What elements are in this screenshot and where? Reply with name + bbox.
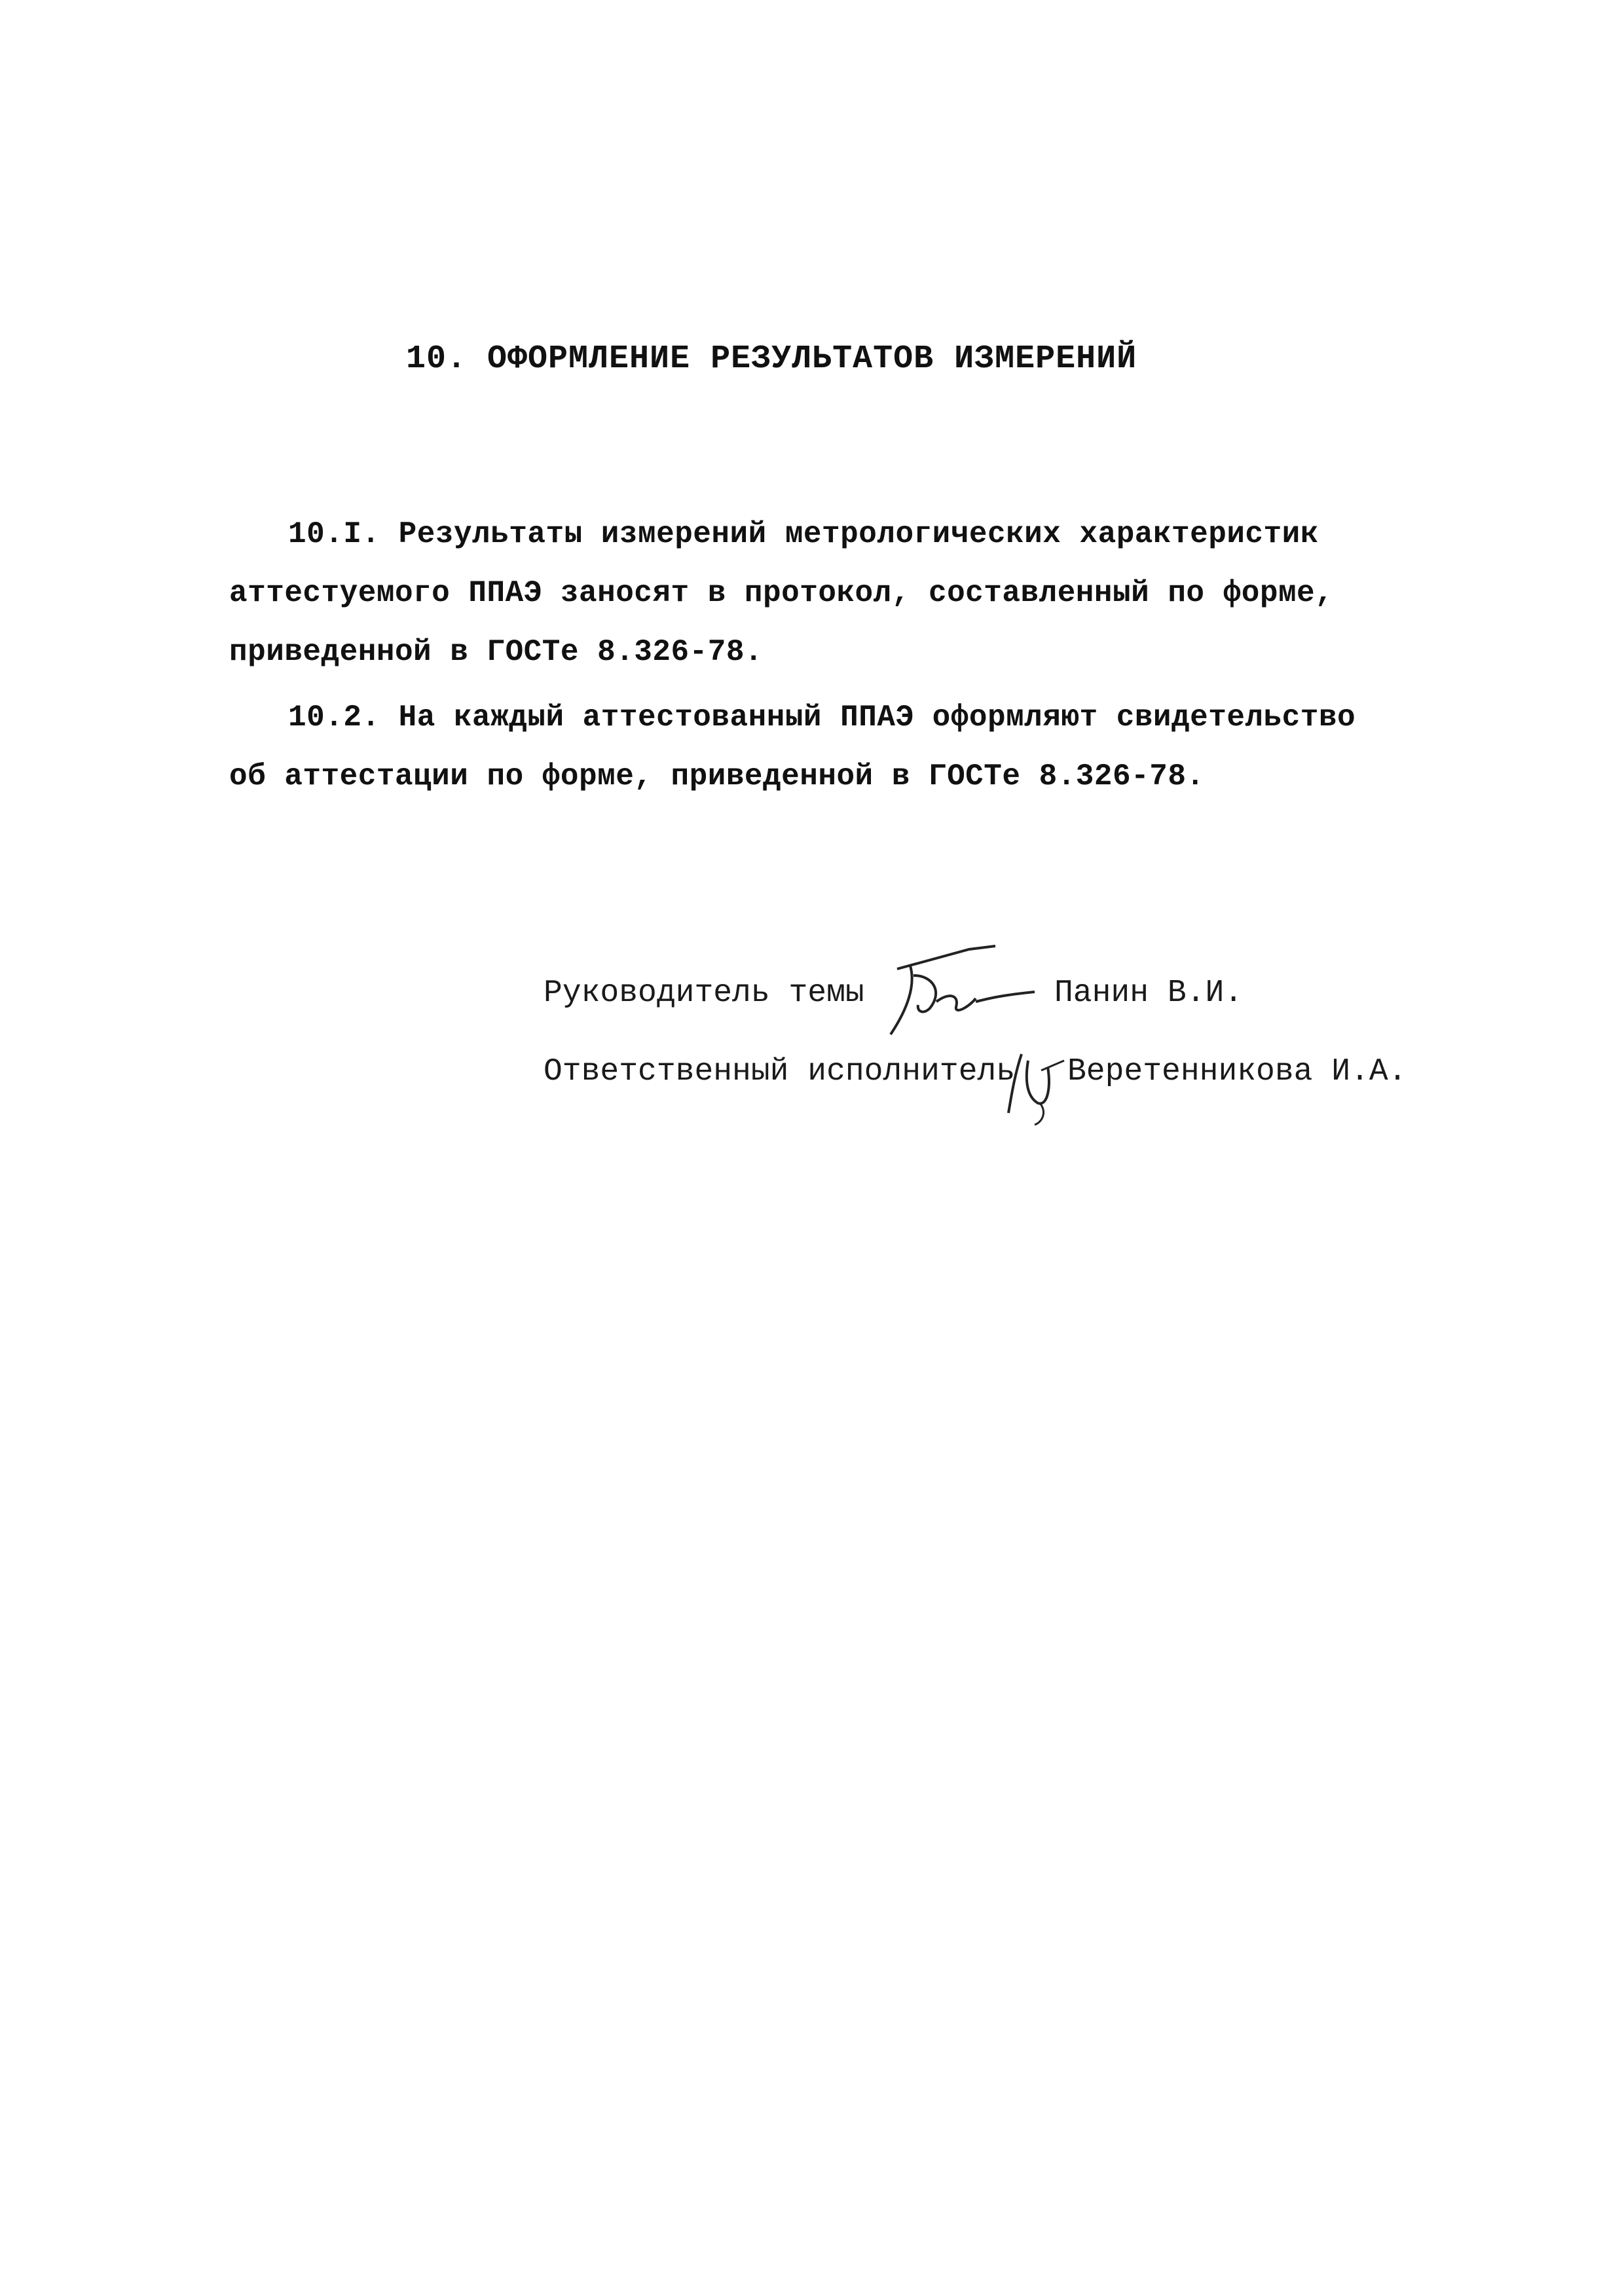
executor-role: Ответственный исполнитель [544,1054,1016,1089]
paragraph-10-1-line-2: аттестуемого ППАЭ заносят в протокол, составленный по форме, [229,576,1334,610]
executor-name: Веретенникова И.А. [1067,1054,1407,1089]
paragraph-10-1-line-3: приведенной в ГОСТе 8.326-78. [229,635,764,669]
supervisor-name: Панин В.И. [1054,975,1244,1011]
paragraph-10-2-line-2: об аттестации по форме, приведенной в ГОСТе 8.326-78. [229,759,1205,793]
supervisor-role: Руководитель темы [544,975,864,1011]
paragraph-10-1-line-1: 10.I. Результаты измерений метрологических характеристик [288,517,1319,551]
supervisor-signature-image [871,930,1061,1041]
section-heading: 10. ОФОРМЛЕНИЕ РЕЗУЛЬТАТОВ ИЗМЕРЕНИЙ [406,340,1137,378]
paragraph-10-2-line-1: 10.2. На каждый аттестованный ППАЭ оформляют свидетельство [288,701,1356,735]
